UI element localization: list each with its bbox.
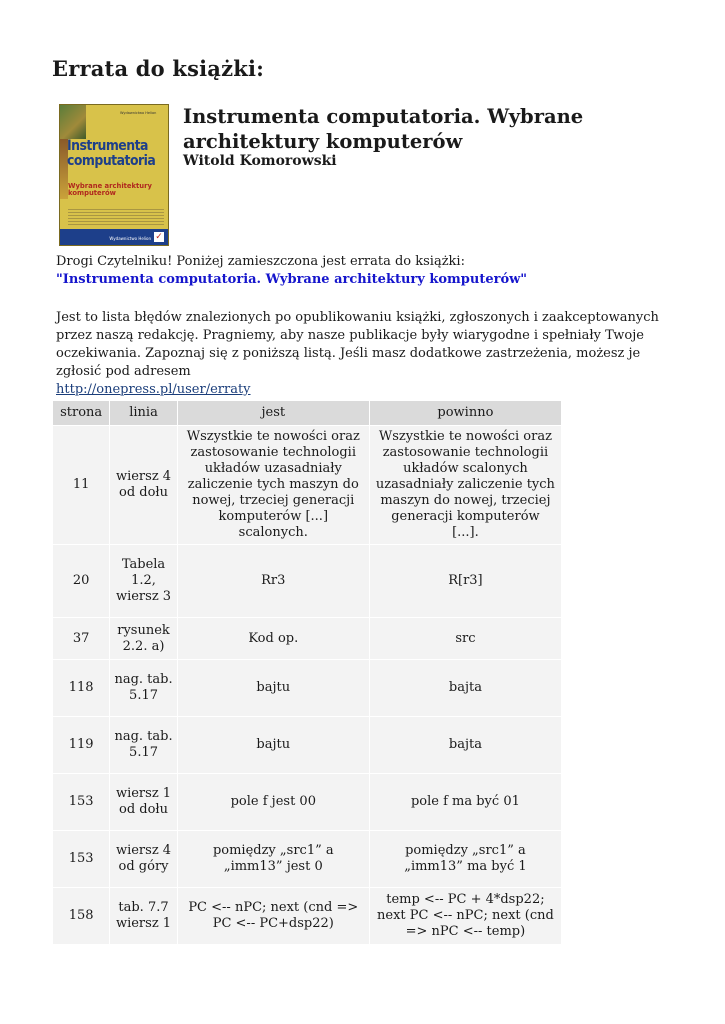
cover-title-line1: Instrumenta — [67, 138, 148, 154]
cell-powinno: src — [370, 618, 561, 659]
cell-powinno: pomiędzy „src1” a „imm13” ma być 1 — [370, 831, 561, 887]
publisher-logo-icon: ✓ — [155, 232, 163, 242]
cell-linia: wiersz 4 od dołu — [110, 426, 176, 544]
header-strona: strona — [53, 401, 109, 425]
cell-jest: Kod op. — [178, 618, 369, 659]
cell-strona: 153 — [53, 831, 109, 887]
book-author: Witold Komorowski — [183, 153, 337, 169]
cell-strona: 11 — [53, 426, 109, 544]
cell-strona: 118 — [53, 660, 109, 716]
cover-publisher: Wydawnictwo Helion — [109, 236, 151, 241]
book-cover-image — [59, 104, 169, 246]
errata-description — [56, 309, 666, 399]
cell-jest: PC <-- nPC; next (cnd => PC <-- PC+dsp22) — [178, 888, 369, 944]
cell-powinno: temp <-- PC + 4*dsp22; next PC <-- nPC; next (cnd => nPC <-- temp) — [370, 888, 561, 944]
intro-greeting: Drogi Czytelniku! Poniżej zamieszczona jest errata do książki: — [56, 254, 465, 269]
cell-strona: 20 — [53, 545, 109, 617]
cell-jest: Rr3 — [178, 545, 369, 617]
intro — [56, 253, 696, 289]
book-title: Instrumenta computatoria. Wybrane architektury komputerów — [183, 105, 584, 153]
cover-contents-list — [68, 209, 164, 227]
cell-powinno: Wszystkie te nowości oraz zastosowanie technologii układów scalonych uzasadniały zaliczenie tych maszyn do nowej, trzeciej generacji komputerów [...]. — [370, 426, 561, 544]
cell-linia: tab. 7.7 wiersz 1 — [110, 888, 176, 944]
cell-jest: pomiędzy „src1” a „imm13” jest 0 — [178, 831, 369, 887]
errata-report-link[interactable]: http://onepress.pl/user/erraty — [56, 382, 251, 397]
cell-strona: 119 — [53, 717, 109, 773]
cell-linia: nag. tab. 5.17 — [110, 717, 176, 773]
cell-strona: 37 — [53, 618, 109, 659]
cell-linia: nag. tab. 5.17 — [110, 660, 176, 716]
page-title: Errata do książki: — [52, 56, 265, 81]
cell-jest: pole f jest 00 — [178, 774, 369, 830]
cover-subtitle: Wybrane architektury komputerów — [68, 182, 152, 197]
cover-title — [67, 139, 155, 169]
table-row — [53, 717, 561, 773]
cell-strona: 158 — [53, 888, 109, 944]
cell-linia: Tabela 1.2, wiersz 3 — [110, 545, 176, 617]
cell-strona: 153 — [53, 774, 109, 830]
errata-table — [52, 400, 562, 945]
book-title-link: "Instrumenta computatoria. Wybrane architektury komputerów" — [56, 272, 528, 287]
table-row — [53, 660, 561, 716]
cell-jest: bajtu — [178, 660, 369, 716]
cell-powinno: bajta — [370, 660, 561, 716]
table-row — [53, 774, 561, 830]
table-row — [53, 888, 561, 944]
cell-linia: rysunek 2.2. a) — [110, 618, 176, 659]
header-linia: linia — [110, 401, 176, 425]
cell-linia: wiersz 4 od góry — [110, 831, 176, 887]
cell-powinno: pole f ma być 01 — [370, 774, 561, 830]
table-row — [53, 545, 561, 617]
table-row — [53, 618, 561, 659]
description-text: Jest to lista błędów znalezionych po opublikowaniu książki, zgłoszonych i zaakceptowanych przez naszą redakcję. Pragniemy, aby nasze publikacje były wiarygodne i spełniały Twoje oczekiwania. Zapoznaj się z poniższą listą. Jeśli masz dodatkowe zastrzeżenia, możesz je zgłosić pod adresem — [56, 310, 659, 379]
cell-powinno: bajta — [370, 717, 561, 773]
cell-jest: Wszystkie te nowości oraz zastosowanie technologii układów uzasadniały zaliczenie tych maszyn do nowej, trzeciej generacji komputerów [...] scalonych. — [178, 426, 369, 544]
cover-series: Wydawnictwo Helion — [120, 111, 157, 115]
table-header-row — [53, 401, 561, 425]
table-row — [53, 831, 561, 887]
table-row — [53, 426, 561, 544]
header-jest: jest — [178, 401, 369, 425]
header-powinno: powinno — [370, 401, 561, 425]
cell-powinno: R[r3] — [370, 545, 561, 617]
cell-jest: bajtu — [178, 717, 369, 773]
cover-photo — [60, 105, 86, 139]
cell-linia: wiersz 1 od dołu — [110, 774, 176, 830]
cover-title-line2: computatoria — [67, 153, 156, 169]
